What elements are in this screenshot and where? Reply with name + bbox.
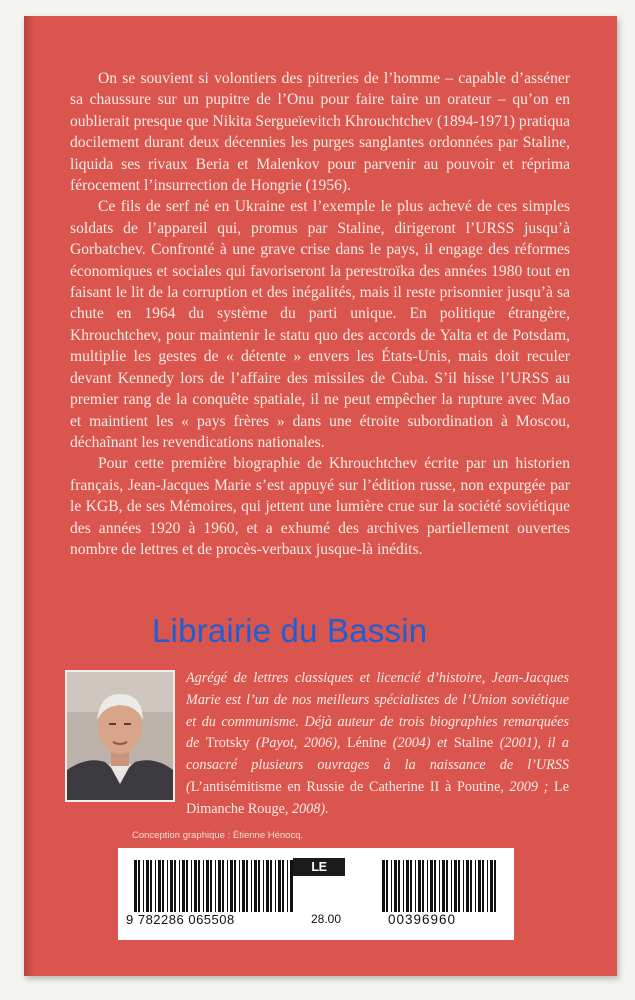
author-bio-title-5: Le Dimanche Rouge, — [186, 778, 569, 817]
blurb-text — [70, 68, 570, 560]
store-code-number: 00396960 — [388, 912, 457, 927]
author-bio-title-3: Staline — [453, 735, 494, 752]
blurb-paragraph-1: On se souvient si volontiers des pitreries de l’homme – capable d’asséner sa chaussure sur un pupitre de l’Onu pour faire taire un orateur – qu’on en oublierait presque que Nikita Sergueïevitch Khrouchtchev (1894-1971) pratiqua docilement durant deux décennies les purges sanglantes ordonnées par Staline, liquida ses rivaux Beria et Malenkov pour parvenir au pouvoir et réprima férocement l’insurrection de Hongrie (1956). — [70, 70, 570, 195]
author-bio-text-6: 2008). — [288, 800, 329, 817]
store-barcode — [382, 860, 500, 912]
design-credit: Conception graphique : Étienne Hénocq. — [132, 830, 304, 841]
bookshop-watermark: Librairie du Bassin — [152, 612, 428, 649]
cover-edge — [24, 16, 34, 976]
author-bio-title-1: Trotsky — [205, 735, 250, 752]
publisher-logo: LE CLUB — [293, 858, 345, 876]
barcode-label — [118, 848, 514, 940]
author-photo — [65, 670, 175, 802]
isbn-number: 9 782286 065508 — [126, 912, 235, 927]
price-label: 28.00 — [311, 912, 342, 926]
author-bio-title-2: Lénine — [346, 735, 387, 752]
author-bio-title-4: L’antisémitisme en Russie de Catherine II à Poutine, — [190, 778, 504, 795]
isbn-barcode — [134, 860, 296, 912]
author-bio-text-5: 2009 ; — [503, 778, 555, 795]
author-bio-text-3: (2004) et — [386, 735, 454, 752]
blurb-paragraph-3: Pour cette première biographie de Khrouchtchev écrite par un historien français, Jean-Jacques Marie s’est appuyé sur l’édition russe, non expurgée par le KGB, de ses Mémoires, qui jettent une lumière crue sur la société soviétique des années 1920 à 1960, et a exhumé des archives partiellement ouvertes nombre de lettres et de procès-verbaux jusque-là inédits. — [70, 455, 570, 558]
blurb-paragraph-2: Ce fils de serf né en Ukraine est l’exemple le plus achevé de ces simples soldats de l’appareil qui, promus par Staline, dirigeront l’URSS jusqu’à Gorbatchev. Confronté à une grave crise dans le pays, il engage des réformes économiques et sociales qui favoriseront la perestroïka des années 1980 tout en faisant le lit de la corruption et des inégalités, mais il reste prisonnier jusqu’à sa chute en 1964 du système du parti unique. En politique étrangère, Khrouchtchev, pour maintenir le statu quo des accords de Yalta et de Potsdam, multiplie les gestes de « détente » envers les États-Unis, mais doit reculer devant Kennedy lors de l’affaire des missiles de Cuba. S’il hisse l’URSS au premier rang de la conquête spatiale, il ne peut empêcher la rupture avec Mao et maintient les « pays frères » dans une étroite subordination à Moscou, déchaînant les revendications nationales. — [70, 198, 570, 451]
author-bio-text-4: (2001), il a consacré plusieurs ouvrages à la naissance de l’URSS ( — [186, 735, 569, 795]
author-bio-text-2: (Payot, 2006), — [249, 735, 347, 752]
author-bio — [186, 668, 569, 821]
author-bio-text-1: Agrégé de lettres classiques et licencié d’histoire, Jean-Jacques Marie est l’un de nos meilleurs spécialistes de l’Union soviétique et du communisme. Déjà auteur de trois biographies remarquées de — [186, 670, 569, 752]
